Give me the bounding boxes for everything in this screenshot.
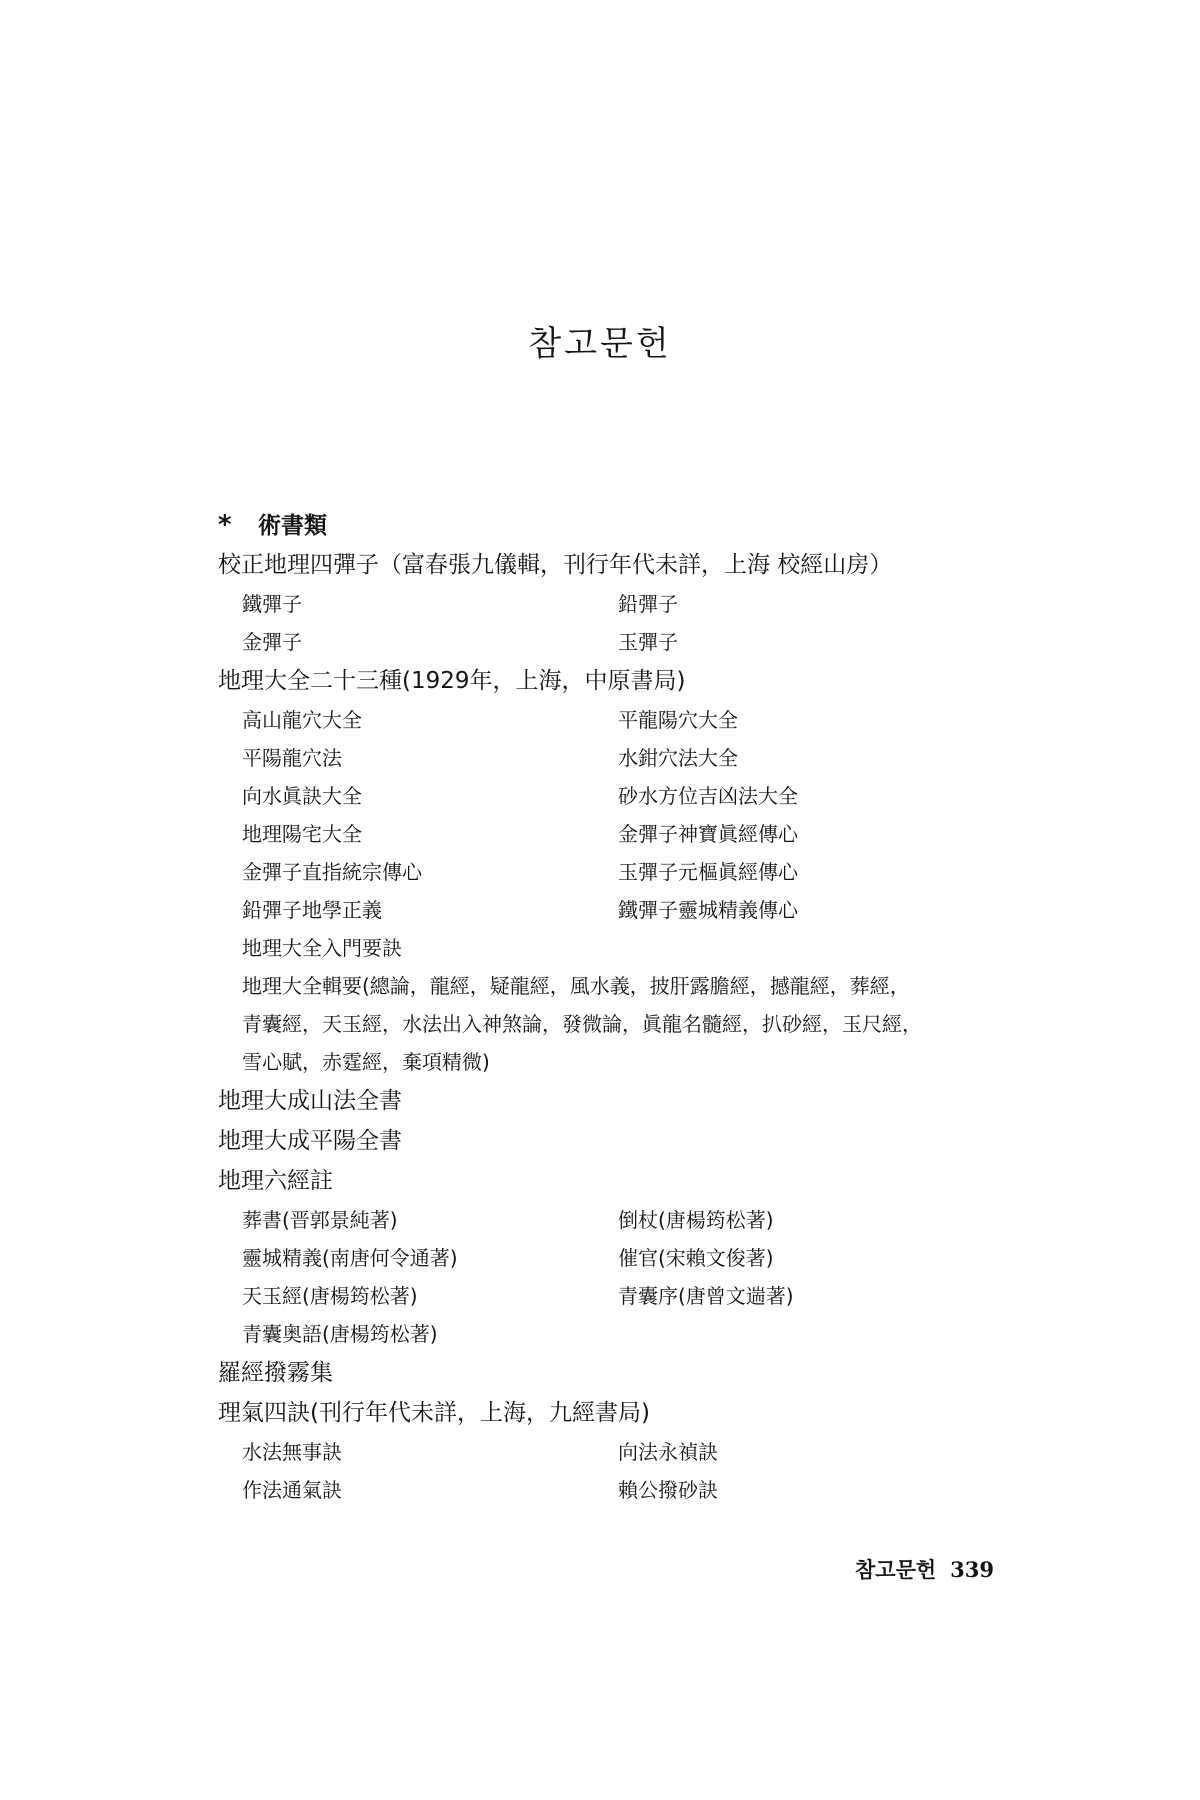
sub-item: 鐵彈子 xyxy=(242,592,302,616)
sub-item: 青囊奥語(唐楊筠松著) xyxy=(242,1322,438,1346)
sub-item-row xyxy=(218,929,1058,967)
contents-line: 地理大全輯要(總論，龍經，疑龍經，風水義，披肝露膽經，撼龍經，葬經， xyxy=(242,974,910,998)
sub-item: 靈城精義(南唐何令通著) xyxy=(242,1246,458,1270)
sub-item: 水鉗穴法大全 xyxy=(618,746,738,770)
entry-title: 理氣四訣(刊行年代未詳，上海，九經書局) xyxy=(218,1400,650,1426)
entry-title: 地理大全二十三種(1929年，上海，中原書局) xyxy=(218,668,686,694)
sub-item: 賴公撥砂訣 xyxy=(618,1478,718,1502)
section-heading xyxy=(218,505,1058,545)
sub-item: 平龍陽穴大全 xyxy=(618,708,738,732)
sub-item-row xyxy=(218,739,1058,777)
sub-item: 玉彈子元樞眞經傳心 xyxy=(618,860,798,884)
sub-item: 砂水方位吉凶法大全 xyxy=(618,784,798,808)
sub-item: 青囊序(唐曾文遄著) xyxy=(618,1284,794,1308)
entry-title: 地理六經註 xyxy=(218,1168,333,1194)
sub-item-row xyxy=(218,585,1058,623)
running-title: 참고문헌 xyxy=(855,1557,937,1582)
page-footer xyxy=(855,1554,994,1584)
sub-item-row xyxy=(218,623,1058,661)
asterisk-icon: * xyxy=(218,510,232,540)
sub-item: 金彈子 xyxy=(242,630,302,654)
sub-item-row xyxy=(218,1201,1058,1239)
sub-item: 倒杖(唐楊筠松著) xyxy=(618,1208,774,1232)
sub-item: 鐵彈子靈城精義傳心 xyxy=(618,898,798,922)
sub-item-row xyxy=(218,1277,1058,1315)
sub-item-row xyxy=(218,853,1058,891)
entry-title: 校正地理四彈子（富春張九儀輯，刊行年代未詳，上海 校經山房） xyxy=(218,552,893,578)
sub-item-row xyxy=(218,1315,1058,1353)
page-number: 339 xyxy=(950,1557,994,1582)
page-title: 참고문헌 xyxy=(528,324,672,364)
bibliography-list xyxy=(218,505,1058,1509)
sub-item: 鉛彈子地學正義 xyxy=(242,898,382,922)
sub-item: 水法無事訣 xyxy=(242,1440,342,1464)
sub-item: 地理大全入門要訣 xyxy=(242,936,402,960)
entry-title: 地理大成山法全書 xyxy=(218,1088,402,1114)
sub-item: 天玉經(唐楊筠松著) xyxy=(242,1284,418,1308)
sub-item: 鉛彈子 xyxy=(618,592,678,616)
sub-item: 作法通氣訣 xyxy=(242,1478,342,1502)
entry-title: 羅經撥霧集 xyxy=(218,1360,333,1386)
sub-item-row xyxy=(218,815,1058,853)
sub-item: 高山龍穴大全 xyxy=(242,708,362,732)
contents-line: 雪心賦，赤霆經，棄項精微) xyxy=(242,1050,490,1074)
contents-paragraph xyxy=(218,967,1058,1081)
sub-item: 催官(宋賴文俊著) xyxy=(618,1246,774,1270)
sub-item: 向水眞訣大全 xyxy=(242,784,362,808)
sub-item-row xyxy=(218,1433,1058,1471)
sub-item: 向法永禎訣 xyxy=(618,1440,718,1464)
section-heading-label: 術書類 xyxy=(258,513,327,539)
sub-item-row xyxy=(218,777,1058,815)
sub-item-row xyxy=(218,1471,1058,1509)
sub-item: 金彈子直指統宗傳心 xyxy=(242,860,422,884)
sub-item: 玉彈子 xyxy=(618,630,678,654)
sub-item-row xyxy=(218,701,1058,739)
sub-item-row xyxy=(218,1239,1058,1277)
sub-item: 金彈子神寶眞經傳心 xyxy=(618,822,798,846)
entry-title: 地理大成平陽全書 xyxy=(218,1128,402,1154)
sub-item: 葬書(晋郭景純著) xyxy=(242,1208,398,1232)
sub-item: 平陽龍穴法 xyxy=(242,746,342,770)
contents-line: 青囊經，天玉經，水法出入神煞論，發微論，眞龍名髓經，扒砂經，玉尺經， xyxy=(242,1012,922,1036)
sub-item: 地理陽宅大全 xyxy=(242,822,362,846)
sub-item-row xyxy=(218,891,1058,929)
